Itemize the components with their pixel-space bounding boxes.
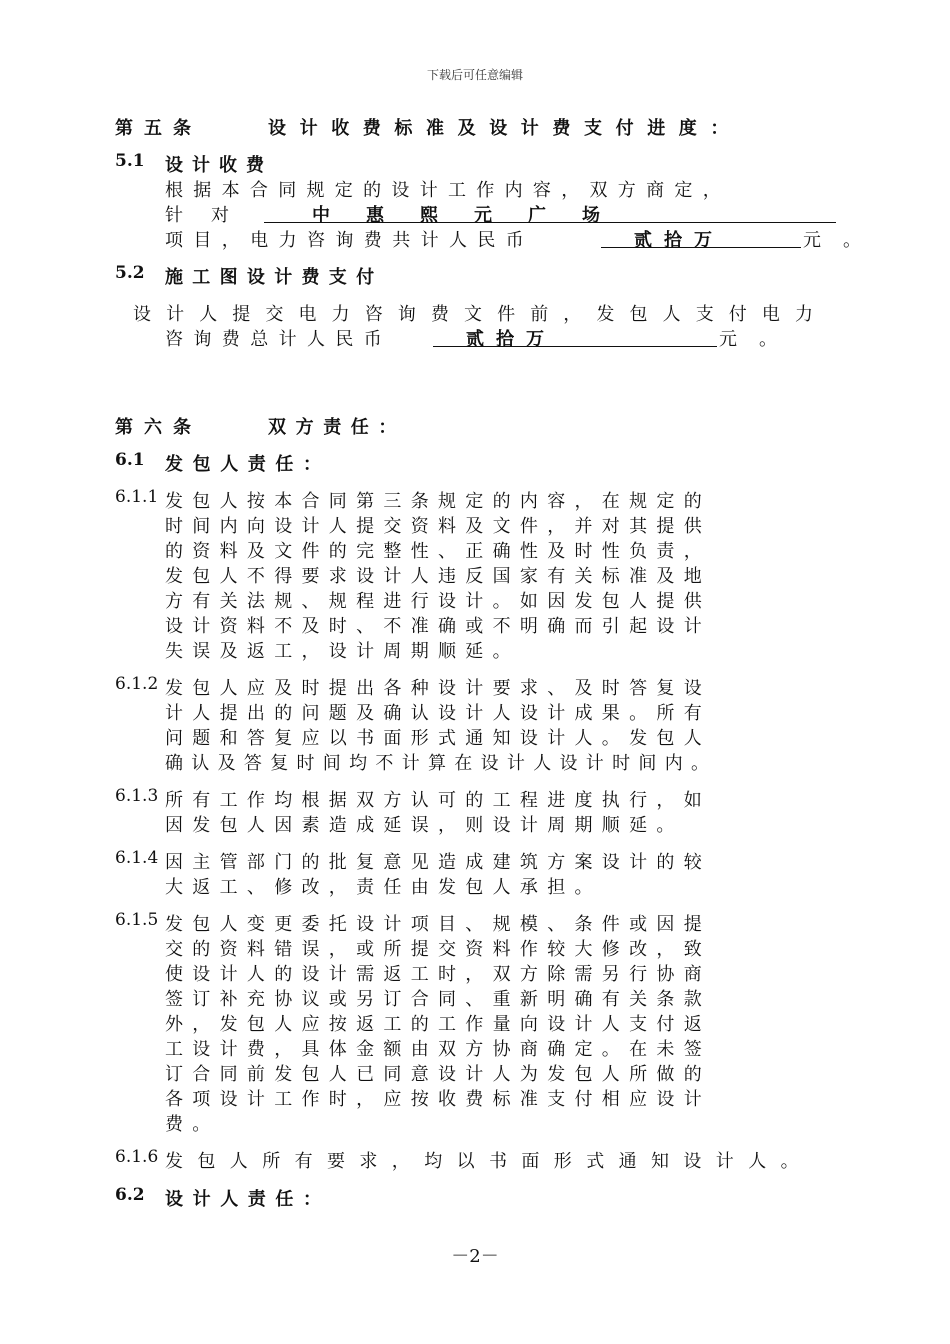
clause-6-1-5-line-2: 交的资料错误，或所提交资料作较大修改，致 <box>165 939 711 960</box>
consulting-fee-unit: 元。 <box>803 230 883 251</box>
clause-6-1-6-number: 6.1.6 <box>115 1147 159 1167</box>
page-number: －2－ <box>451 1246 499 1267</box>
clause-6-1-5-line-5: 外，发包人应按返工的工作量向设计人支付返 <box>165 1014 711 1035</box>
clause-6-1-5-line-1: 发包人变更委托设计项目、规模、条件或因提 <box>165 914 711 935</box>
clause-6-1-1-line-1: 发包人按本合同第三条规定的内容，在规定的 <box>165 491 711 512</box>
clause-6-1-2-number: 6.1.2 <box>115 674 159 694</box>
clause-6-1-4-number: 6.1.4 <box>115 848 159 868</box>
page-header: 下载后可任意编辑 <box>426 68 523 82</box>
section-5-2-line-2: 咨询费总计人民币 <box>165 329 393 350</box>
clause-6-1-3-number: 6.1.3 <box>115 786 159 806</box>
clause-6-1-4-line-1: 因主管部门的批复意见造成建筑方案设计的较 <box>165 852 711 873</box>
clause-6-1-1-line-7: 失误及返工，设计周期顺延。 <box>165 641 520 662</box>
section-6-1-title: 发包人责任： <box>165 454 331 475</box>
total-fee-amount: 贰拾万 <box>466 329 556 350</box>
total-fee-unit: 元。 <box>719 329 799 350</box>
clause-6-1-5-line-8: 各项设计工作时，应按收费标准支付相应设计 <box>165 1089 711 1110</box>
consulting-fee-amount: 贰拾万 <box>634 230 724 251</box>
section-6-1-number: 6.1 <box>115 450 145 470</box>
section-5-2-line-1: 设计人提交电力咨询费文件前，发包人支付电力 <box>133 304 829 325</box>
section-6-2-title: 设计人责任： <box>165 1189 331 1210</box>
clause-6-1-1-line-5: 方有关法规、规程进行设计。如因发包人提供 <box>165 591 711 612</box>
clause-6-1-5-line-3: 使设计人的设计需返工时，双方除需另行协商 <box>165 964 711 985</box>
clause-6-1-2-line-1: 发包人应及时提出各种设计要求、及时答复设 <box>165 678 711 699</box>
article-6-number: 第六条 <box>115 417 202 438</box>
article-5-number: 第五条 <box>115 118 202 139</box>
section-5-1-title: 设计收费 <box>165 155 273 176</box>
article-5-title: 设计收费标准及设计费支付进度： <box>268 118 742 139</box>
clause-6-1-1-line-4: 发包人不得要求设计人违反国家有关标准及地 <box>165 566 711 587</box>
clause-6-1-4-line-2: 大返工、修改，责任由发包人承担。 <box>165 877 602 898</box>
clause-6-1-2-line-4: 确认及答复时间均不计算在设计人设计时间内。 <box>165 753 718 774</box>
clause-6-1-5-number: 6.1.5 <box>115 910 159 930</box>
project-name-value: 中惠熙元广场 <box>312 205 636 226</box>
clause-6-1-1-line-2: 时间内向设计人提交资料及文件，并对其提供 <box>165 516 711 537</box>
clause-6-1-1-line-3: 的资料及文件的完整性、正确性及时性负责， <box>165 541 711 562</box>
clause-6-1-6-line-1: 发包人所有要求，均以书面形式通知设计人。 <box>165 1151 813 1172</box>
clause-6-1-5-line-7: 订合同前发包人已同意设计人为发包人所做的 <box>165 1064 711 1085</box>
article-6-title: 双方责任： <box>268 417 406 438</box>
clause-6-1-3-line-1: 所有工作均根据双方认可的工程进度执行，如 <box>165 790 711 811</box>
section-6-2-number: 6.2 <box>115 1185 145 1205</box>
section-5-1-line-3: 项目，电力咨询费共计人民币 <box>165 230 535 251</box>
clause-6-1-1-number: 6.1.1 <box>115 487 159 507</box>
clause-6-1-1-line-6: 设计资料不及时、不准确或不明确而引起设计 <box>165 616 711 637</box>
section-5-1-line-2: 针对 <box>165 205 257 226</box>
clause-6-1-2-line-2: 计人提出的问题及确认设计人设计成果。所有 <box>165 703 711 724</box>
section-5-1-line-1: 根据本合同规定的设计工作内容，双方商定， <box>165 180 731 201</box>
section-5-2-number: 5.2 <box>115 263 145 283</box>
clause-6-1-2-line-3: 问题和答复应以书面形式通知设计人。发包人 <box>165 728 711 749</box>
clause-6-1-5-line-4: 签订补充协议或另订合同、重新明确有关条款 <box>165 989 711 1010</box>
clause-6-1-5-line-9: 费。 <box>165 1114 220 1135</box>
clause-6-1-5-line-6: 工设计费，具体金额由双方协商确定。在未签 <box>165 1039 711 1060</box>
clause-6-1-3-line-2: 因发包人因素造成延误，则设计周期顺延。 <box>165 815 684 836</box>
section-5-1-number: 5.1 <box>115 151 145 171</box>
section-5-2-title: 施工图设计费支付 <box>165 267 384 288</box>
